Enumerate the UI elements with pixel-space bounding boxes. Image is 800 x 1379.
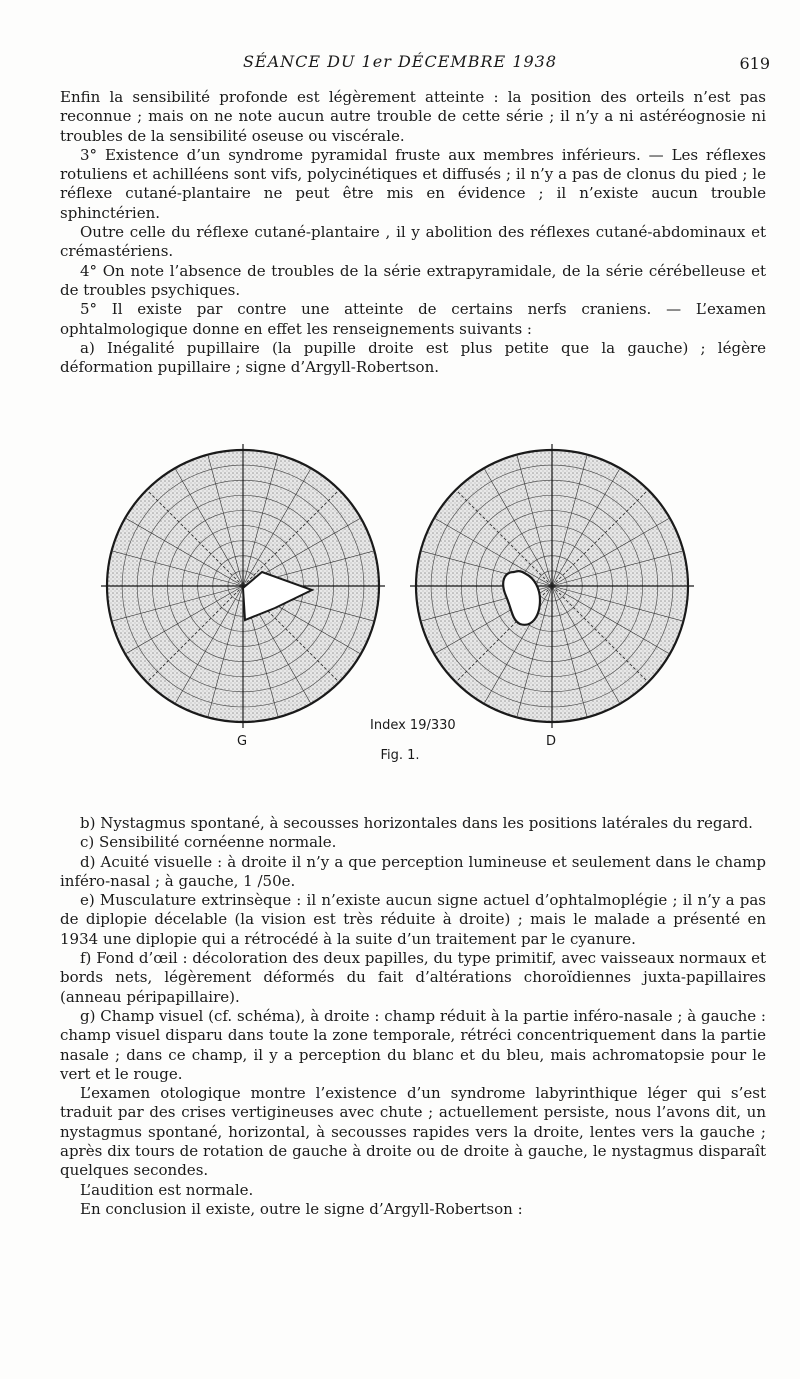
paragraph: Outre celle du réflexe cutané-plantaire , il y abolition des réflexes cutané-abdominaux et crémastériens.	[60, 223, 766, 261]
body-text-bottom	[60, 814, 766, 1219]
paragraph: a) Inégalité pupillaire (la pupille droite est plus petite que la gauche) ; légère déformation pupillaire ; signe d’Argyll-Robertson.	[60, 338, 766, 377]
figure-caption: Fig. 1.	[380, 748, 420, 763]
paragraph: c) Sensibilité cornéenne normale.	[80, 833, 337, 852]
paragraph: d) Acuité visuelle : à droite il n’y a que perception lumineuse et seulement dans le champ inféro-nasal ; à gauche, 1 /50e.	[60, 852, 766, 890]
left-eye-chart	[101, 444, 385, 728]
right-eye-chart	[410, 444, 694, 728]
page-number: 619	[739, 54, 770, 73]
visual-field-charts	[0, 420, 800, 750]
paragraph: e) Musculature extrinsèque : il n’existe aucun signe actuel d’ophtalmoplégie ; il n’y a pas de diplopie décelable (la vision est très réduite à droite) ; mais le malade a présenté en 1934 une diplopie qui a rétrocédé à la suite d’un traitement par le cyanure.	[60, 891, 766, 948]
left-eye-label: G	[237, 734, 248, 749]
index-label: Index 19/330	[370, 718, 456, 733]
body-text-top	[60, 88, 766, 377]
paragraph: 5° Il existe par contre une atteinte de certains nerfs craniens. — L’examen ophtalmologique donne en effet les renseignements suivants :	[60, 300, 766, 338]
paragraph: En conclusion il existe, outre le signe d’Argyll-Robertson :	[80, 1199, 523, 1218]
visual-field-figure	[0, 420, 800, 770]
paragraph: 3° Existence d’un syndrome pyramidal fruste aux membres inférieurs. — Les réflexes rotuliens et achilléens sont vifs, polycinétiques et diffusés ; il n’y a pas de clonus du pied ; le réflexe cutané-plantaire ne peut être mis en évidence ; il n’existe aucun trouble sphinctérien.	[60, 145, 766, 222]
paragraph: L’examen otologique montre l’existence d’un syndrome labyrinthique léger qui s’est traduit par des crises vertigineuses avec chute ; actuellement persiste, nous l’avons dit, un nystagmus spontané, horizontal, à secousses rapides vers la droite, lentes vers la gauche ; après dix tours de rotation de gauche à droite ou de droite à gauche, le nystagmus disparaît quelques secondes.	[60, 1084, 766, 1180]
paragraph: L’audition est normale.	[80, 1180, 254, 1199]
paragraph: b) Nystagmus spontané, à secousses horizontales dans les positions latérales du regard.	[80, 814, 753, 832]
running-title: SÉANCE DU 1er DÉCEMBRE 1938	[242, 52, 558, 71]
paragraph: 4° On note l’absence de troubles de la série extrapyramidale, de la série cérébelleuse et de troubles psychiques.	[60, 261, 766, 299]
paragraph: g) Champ visuel (cf. schéma), à droite : champ réduit à la partie inféro-nasale ; à gauche : champ visuel disparu dans toute la zone temporale, rétréci concentriquement dans la partie nasale ; dans ce champ, il y a perception du blanc et du bleu, mais achromatopsie pour le vert et le rouge.	[60, 1006, 766, 1083]
paragraph: Enfin la sensibilité profonde est légèrement atteinte : la position des orteils n’est pas reconnue ; mais on ne note aucun autre trouble de cette série ; il n’y a ni astéréognosie ni troubles de la sensibilité oseuse ou viscérale.	[60, 88, 766, 145]
right-eye-label: D	[546, 734, 557, 749]
running-header	[0, 52, 800, 78]
paragraph: f) Fond d’œil : décoloration des deux papilles, du type primitif, avec vaisseaux normaux et bords nets, légèrement déformés du fait d’altérations choroïdiennes juxta-papillaires (anneau péripapillaire).	[60, 949, 766, 1006]
